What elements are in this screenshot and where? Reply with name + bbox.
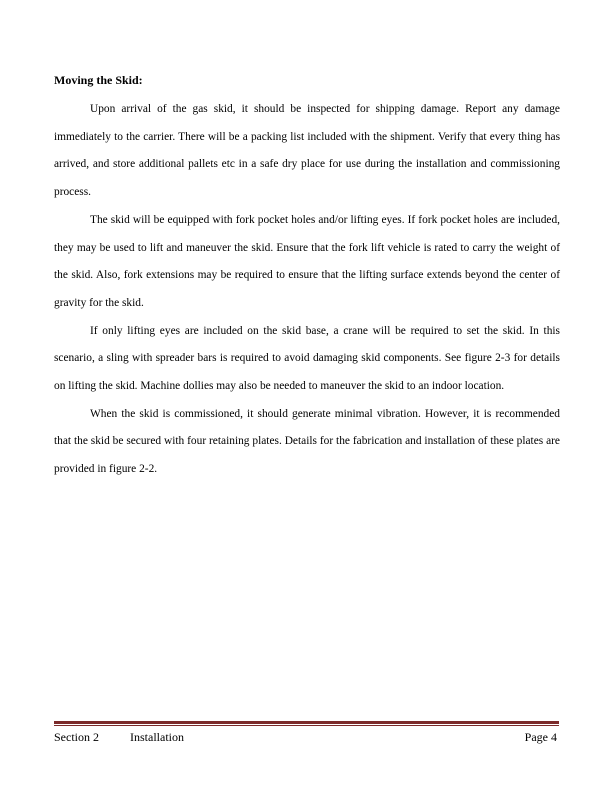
paragraph-fork-lift: The skid will be equipped with fork pocket holes and/or lifting eyes. If fork pocket holes are included, they may be used to lift and maneuver the skid. Ensure that the fork lift vehicle is rated to carry the weight of the skid. Also, fork extensions may be required to ensure that the lifting surface extends beyond the center of gravity for the skid. <box>54 213 560 309</box>
footer-rule-thick <box>54 721 559 724</box>
footer-page-number: Page 4 <box>524 730 557 744</box>
section-heading: Moving the Skid: <box>54 73 143 87</box>
paragraph-retaining-plates: When the skid is commissioned, it should generate minimal vibration. However, it is recommended that the skid be secured with four retaining plates. Details for the fabrication and installation of these plates are provided in figure 2-2. <box>54 407 560 476</box>
footer-rule-thin <box>54 725 559 726</box>
footer-chapter-title: Installation <box>130 730 184 744</box>
footer-section-label: Section 2 <box>54 730 99 744</box>
paragraph-arrival: Upon arrival of the gas skid, it should be inspected for shipping damage. Report any damage immediately to the carrier. There will be a packing list included with the shipment. Verify that every thing has arrived, and store additional pallets etc in a safe dry place for use during the installation and commissioning process. <box>54 103 560 199</box>
body-text <box>54 96 560 484</box>
page-footer <box>54 729 559 745</box>
paragraph-lifting-eyes: If only lifting eyes are included on the skid base, a crane will be required to set the skid. In this scenario, a sling with spreader bars is required to avoid damaging skid components. See figure 2-3 for details on lifting the skid. Machine dollies may also be needed to maneuver the skid to an indoor location. <box>54 324 560 393</box>
